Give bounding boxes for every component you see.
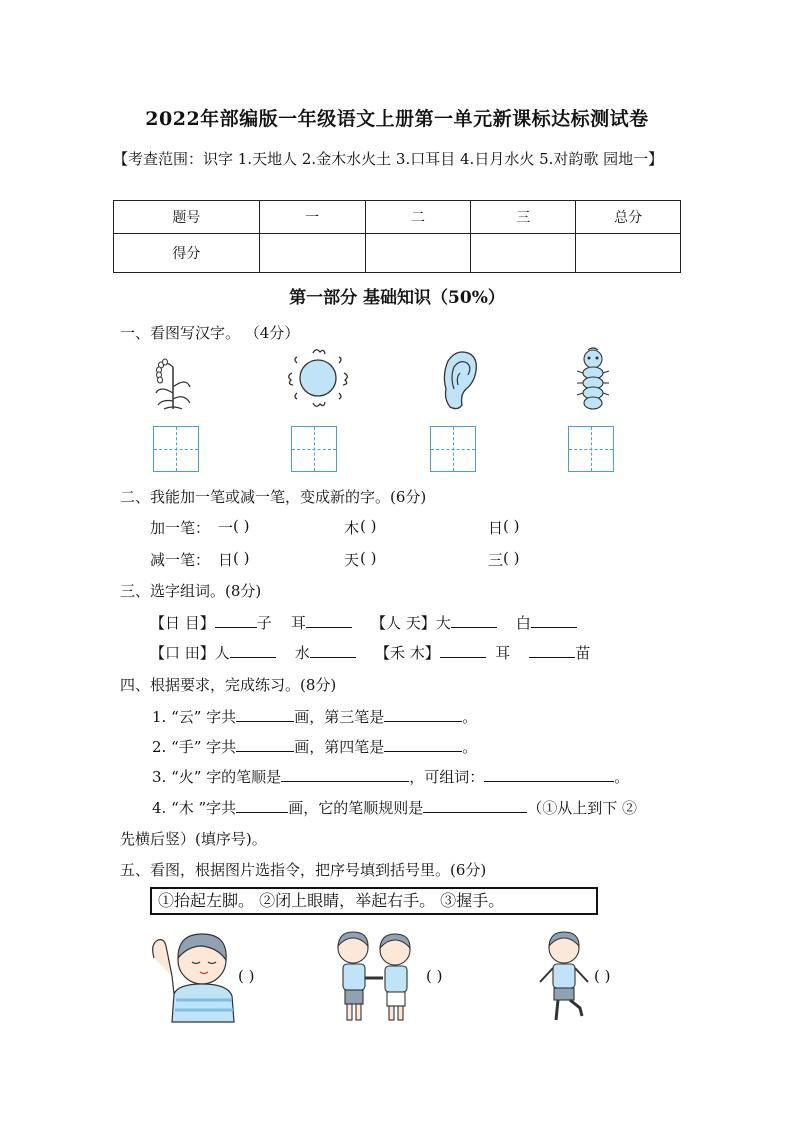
q2-add-char: 日	[488, 519, 504, 537]
exam-scope: 【考查范围：识字 1.天地人 2.金木水火土 3.口耳目 4.日月水火 5.对韵歌 园地一】	[113, 150, 664, 168]
rice-plant-icon	[150, 353, 196, 411]
answer-blank[interactable]	[306, 614, 352, 628]
q2-add-char: 木	[344, 519, 360, 537]
writing-grid-box[interactable]	[430, 426, 476, 472]
answer-paren[interactable]: ( )	[233, 549, 250, 567]
answer-blank[interactable]	[236, 799, 288, 813]
q4-text: 。	[614, 768, 630, 786]
q4-item-1	[152, 706, 477, 727]
answer-blank[interactable]	[451, 614, 497, 628]
answer-paren[interactable]: ( )	[426, 967, 443, 985]
q3-choice-group: 【禾 木】	[374, 644, 440, 662]
q2-title: 二、我能加一笔或减一笔，变成新的字。(6分)	[120, 488, 427, 506]
q4-title: 四、根据要求，完成练习。(8分)	[120, 676, 337, 694]
child-lifting-foot-image	[536, 928, 592, 1024]
writing-grid-box[interactable]	[153, 426, 199, 472]
q2-sub-char: 日	[218, 551, 234, 569]
answer-blank[interactable]	[484, 768, 614, 782]
q4-text: 4. “木 ”字共	[152, 799, 237, 817]
q3-choice-group: 【口 田】	[150, 644, 215, 662]
answer-paren[interactable]: ( )	[360, 517, 377, 535]
q4-text: 画，它的笔顺规则是	[288, 799, 424, 817]
q3-choice-group: 【日 目】	[150, 614, 215, 632]
q2-add-char: 一	[218, 519, 234, 537]
q4-item-2	[152, 736, 477, 757]
answer-blank[interactable]	[423, 799, 527, 813]
q3-row2	[150, 642, 590, 663]
q4-text: 画，第四笔是	[294, 738, 385, 756]
answer-paren[interactable]: ( )	[503, 549, 520, 567]
answer-blank[interactable]	[230, 644, 276, 658]
q3-word-part: 水	[294, 644, 310, 662]
answer-blank[interactable]	[384, 738, 462, 752]
q4-item-3	[152, 766, 629, 787]
q4-item-4-cont: 先横后竖）(填序号)。	[120, 830, 267, 848]
q3-word-part: 大	[435, 614, 451, 632]
answer-blank[interactable]	[440, 644, 486, 658]
q2-sub-char: 天	[344, 551, 360, 569]
page-title: 2022年部编版一年级语文上册第一单元新课标达标测试卷	[145, 108, 649, 130]
answer-paren[interactable]: ( )	[360, 549, 377, 567]
q3-word-part: 耳	[290, 614, 306, 632]
q4-text: 。	[462, 708, 478, 726]
score-header-cell: 总分	[576, 201, 681, 234]
q4-text: （①从上到下 ②	[527, 799, 637, 817]
q4-text: 。	[462, 738, 478, 756]
score-cell[interactable]	[576, 234, 681, 273]
answer-blank[interactable]	[384, 708, 462, 722]
answer-blank[interactable]	[236, 738, 294, 752]
writing-grid-box[interactable]	[291, 426, 337, 472]
q3-choice-group: 【人 天】	[370, 614, 436, 632]
q4-text: 2. “手” 字共	[152, 738, 237, 756]
q3-row1	[150, 612, 577, 633]
child-raising-hand-image	[148, 924, 238, 1024]
q4-text: ，可组词：	[409, 768, 485, 786]
q4-text: 1. “云” 字共	[152, 708, 237, 726]
answer-paren[interactable]: ( )	[594, 967, 611, 985]
answer-blank[interactable]	[531, 614, 577, 628]
score-cell[interactable]	[471, 234, 576, 273]
q2-add-label: 加一笔：	[150, 519, 211, 537]
q3-word-part: 子	[256, 614, 272, 632]
answer-blank[interactable]	[529, 644, 575, 658]
answer-paren[interactable]: ( )	[503, 517, 520, 535]
score-header-cell: 二	[365, 201, 471, 234]
part1-title: 第一部分 基础知识（50%）	[289, 288, 505, 308]
q2-sub-char: 三	[488, 551, 504, 569]
q3-word-part: 耳	[495, 644, 511, 662]
score-header-cell: 题号	[114, 201, 260, 234]
children-shaking-hands-image	[325, 928, 423, 1024]
answer-blank[interactable]	[281, 768, 409, 782]
insect-icon	[572, 347, 614, 413]
q3-word-part: 人	[214, 644, 230, 662]
q4-item-4	[152, 797, 637, 818]
q4-text: 画，第三笔是	[294, 708, 385, 726]
writing-grid-box[interactable]	[568, 426, 614, 472]
answer-blank[interactable]	[215, 614, 257, 628]
answer-paren[interactable]: ( )	[233, 517, 250, 535]
score-row-label: 得分	[114, 234, 260, 273]
q2-sub-label: 减一笔：	[150, 551, 211, 569]
q3-word-part: 白	[515, 614, 531, 632]
sun-icon	[283, 345, 353, 411]
score-table	[113, 200, 681, 273]
answer-blank[interactable]	[310, 644, 356, 658]
answer-paren[interactable]: ( )	[238, 967, 255, 985]
q5-instruction-box: ①抬起左脚。 ②闭上眼睛，举起右手。 ③握手。	[150, 887, 598, 915]
q4-text: 3. “火” 字的笔顺是	[152, 768, 282, 786]
score-header-cell: 三	[471, 201, 576, 234]
q3-title: 三、选字组词。(8分)	[120, 582, 262, 600]
ear-icon	[440, 349, 480, 411]
q5-title: 五、看图，根据图片选指令，把序号填到括号里。(6分)	[120, 861, 487, 879]
score-header-cell: 一	[259, 201, 365, 234]
answer-blank[interactable]	[236, 708, 294, 722]
score-cell[interactable]	[365, 234, 471, 273]
q3-word-part: 苗	[575, 644, 591, 662]
q1-title: 一、看图写汉字。 （4分）	[120, 324, 300, 342]
score-cell[interactable]	[259, 234, 365, 273]
